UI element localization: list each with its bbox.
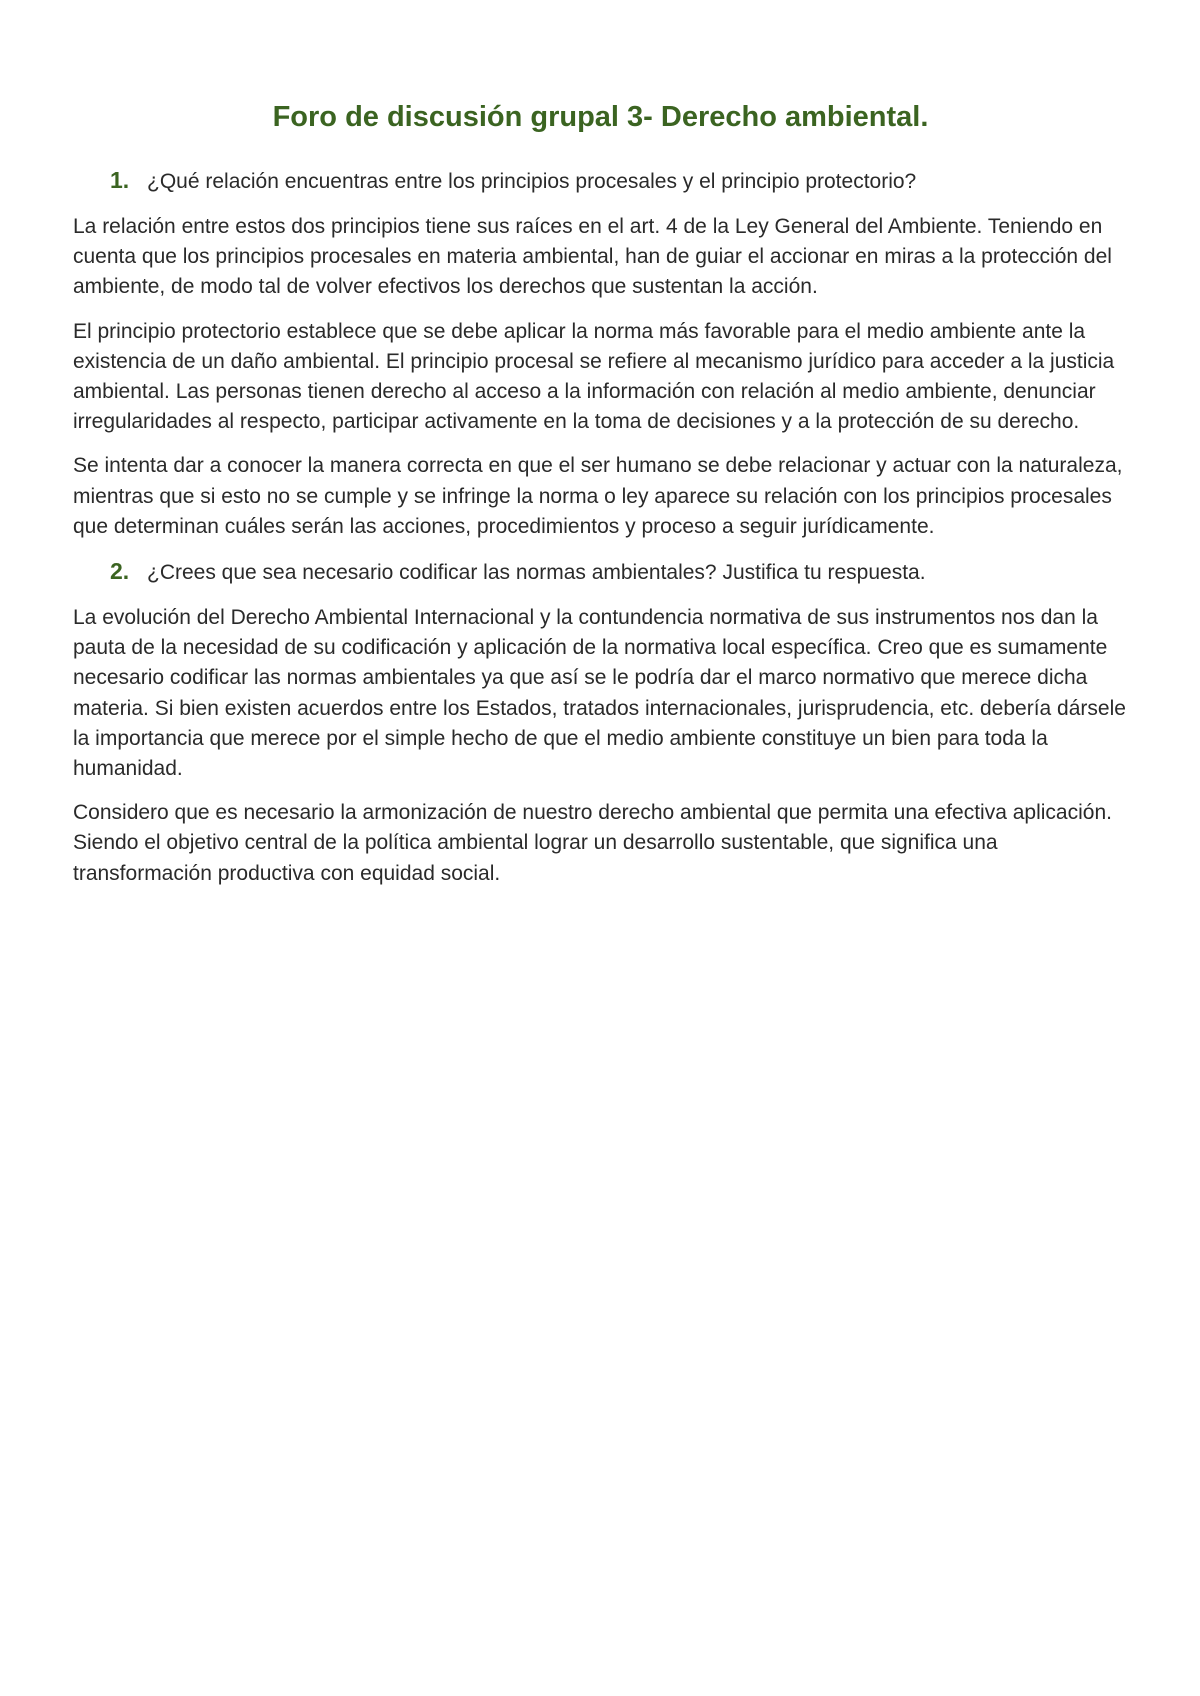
question-1 <box>73 165 1128 197</box>
question-number: 2. <box>110 558 130 585</box>
answer-paragraph: La relación entre estos dos principios tiene sus raíces en el art. 4 de la Ley General del Ambiente. Teniendo en cuenta que los principios procesales en materia ambiental, han de guiar el accionar en miras a la protección del ambiente, de modo tal de volver efectivos los derechos que sustentan la acción. <box>73 215 1112 299</box>
answer-paragraph: Considero que es necesario la armonización de nuestro derecho ambiental que permita una efectiva aplicación. Siendo el objetivo central de la política ambiental lograr un desarrollo sustentable, que significa una transformación productiva con equidad social. <box>73 801 1112 885</box>
question-2 <box>73 556 1128 588</box>
document-title: Foro de discusión grupal 3- Derecho ambiental. <box>272 101 929 133</box>
question-text: ¿Crees que sea necesario codificar las normas ambientales? Justifica tu respuesta. <box>147 561 926 585</box>
question-number: 1. <box>110 167 130 193</box>
answer-paragraph: El principio protectorio establece que se debe aplicar la norma más favorable para el medio ambiente ante la existencia de un daño ambiental. El principio procesal se refiere al mecanismo jurídico para acceder a la justicia ambiental. Las personas tienen derecho al acceso a la información con relación al medio ambiente, denunciar irregularidades al respecto, participar activamente en la toma de decisiones y a la protección de su derecho. <box>73 319 1115 434</box>
question-text: ¿Qué relación encuentras entre los principios procesales y el principio protectorio? <box>147 170 917 193</box>
answer-paragraph: La evolución del Derecho Ambiental Internacional y la contundencia normativa de sus instrumentos nos dan la pauta de la necesidad de su codificación y aplicación de la normativa local específica. Creo que es sumamente necesario codificar las normas ambientales ya que así se le podría dar el marco normativo que merece dicha materia. Si bien existen acuerdos entre los Estados, tratados internacionales, jurisprudencia, etc. debería dársele la importancia que merece por el simple hecho de que el medio ambiente constituye un bien para toda la humanidad. <box>73 606 1126 781</box>
answer-paragraph: Se intenta dar a conocer la manera correcta en que el ser humano se debe relacionar y actuar con la naturaleza, mientras que si esto no se cumple y se infringe la norma o ley aparece su relación con los principios procesales que determinan cuáles serán las acciones, procedimientos y proceso a seguir jurídicamente. <box>73 454 1123 538</box>
